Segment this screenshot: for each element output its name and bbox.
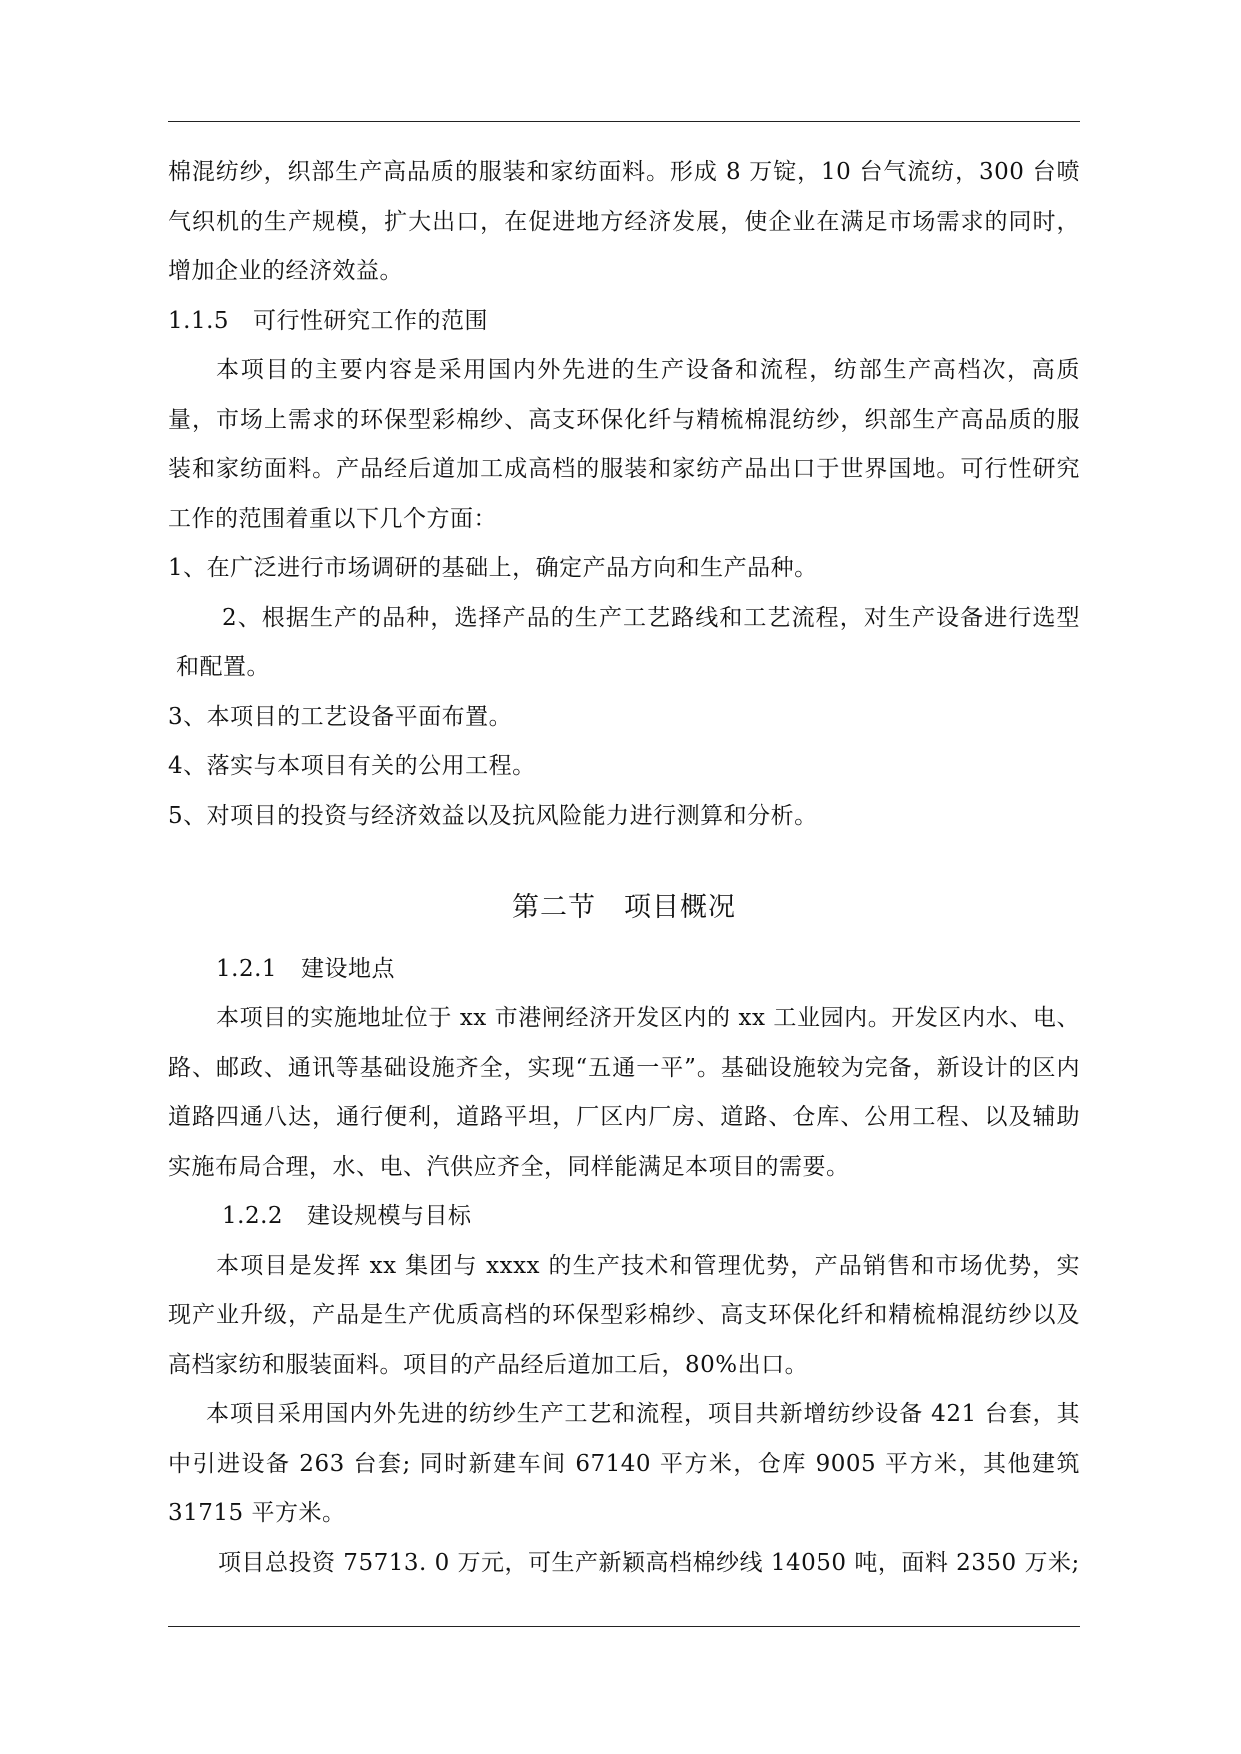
list-item: 5、对项目的投资与经济效益以及抗风险能力进行测算和分析。 (168, 802, 818, 829)
subsection-title: 建设地点 (301, 955, 396, 982)
paragraph-scale-goals: 本项目是发挥 xx 集团与 xxxx 的生产技术和管理优势，产品销售和市场优势，实现产业升级，产品是生产优质高档的环保型彩棉纱、高支环保化纤和精梳棉混纺纱以及高档家纺和服装面料。项目的产品经后道加工后，80%出口。 (168, 1252, 1080, 1378)
paragraph-equipment: 本项目采用国内外先进的纺纱生产工艺和流程，项目共新增纺纱设备 421 台套，其中引进设备 263 台套; 同时新建车间 67140 平方米，仓库 9005 平方米，其他建筑 31715 平方米。 (168, 1401, 1080, 1526)
list-item: 2、根据生产的品种，选择产品的生产工艺路线和工艺流程，对生产设备进行选型和配置。 (176, 604, 1080, 680)
paragraph-continuation: 棉混纺纱，织部生产高品质的服装和家纺面料。形成 8 万锭，10 台气流纺，300 台喷气织机的生产规模，扩大出口，在促进地方经济发展，使企业在满足市场需求的同时，增加企业的经济效益。 (168, 159, 1080, 284)
subsection-title: 可行性研究工作的范围 (253, 307, 489, 334)
list-item: 1、在广泛进行市场调研的基础上，确定产品方向和生产品种。 (168, 555, 818, 581)
paragraph-investment: 项目总投资 75713. 0 万元，可生产新颖高档棉纱线 14050 吨，面料 2350 万米; (218, 1549, 1080, 1576)
header-rule (168, 121, 1080, 122)
section-title: 第二节 项目概况 (512, 892, 736, 923)
list-item: 4、落实与本项目有关的公用工程。 (168, 753, 536, 779)
subsection-heading-1-1-5 (168, 297, 1080, 347)
subsection-number: 1.1.5 (168, 307, 230, 334)
subsection-number: 1.2.1 (216, 955, 278, 982)
paragraph-scope: 本项目的主要内容是采用国内外先进的生产设备和流程，纺部生产高档次，高质量，市场上需求的环保型彩棉纱、高支环保化纤与精梳棉混纺纱，织部生产高品质的服装和家纺面料。产品经后道加工成高档的服装和家纺产品出口于世界国地。可行性研究工作的范围着重以下几个方面： (168, 357, 1080, 532)
subsection-title: 建设规模与目标 (307, 1203, 472, 1229)
subsection-heading-1-2-2 (168, 1192, 1080, 1242)
paragraph-location: 本项目的实施地址位于 xx 市港闸经济开发区内的 xx 工业园内。开发区内水、电、路、邮政、通讯等基础设施齐全，实现“五通一平”。基础设施较为完备，新设计的区内道路四通八达，通行便利，道路平坦，厂区内厂房、道路、仓库、公用工程、以及辅助实施布局合理，水、电、汽供应齐全，同样能满足本项目的需要。 (168, 1005, 1080, 1180)
footer-rule (168, 1626, 1080, 1627)
document-body (168, 148, 1080, 1588)
subsection-heading-1-2-1 (168, 945, 1080, 995)
subsection-number: 1.2.2 (222, 1203, 284, 1229)
list-item: 3、本项目的工艺设备平面布置。 (168, 703, 513, 730)
